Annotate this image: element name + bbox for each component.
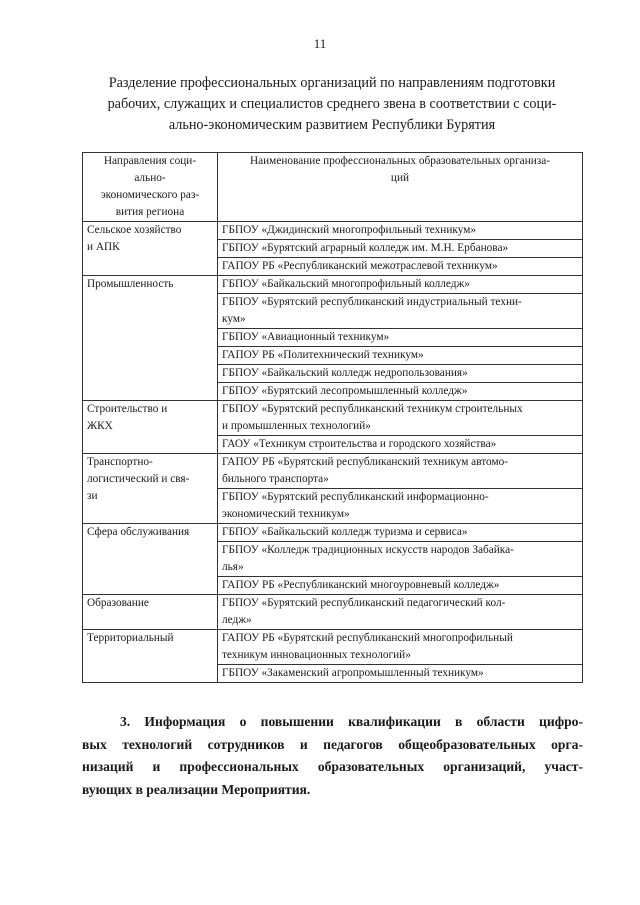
organization-cell xyxy=(218,258,583,276)
table-row xyxy=(83,276,583,294)
organization-cell xyxy=(218,436,583,454)
organization-cell xyxy=(218,577,583,595)
header-line: экономического раз- xyxy=(100,189,200,201)
organization-line: ГАПОУ РБ «Политехнический техникум» xyxy=(222,349,424,361)
organization-line: ГБПОУ «Бурятский республиканский педагогический кол- xyxy=(222,597,506,609)
direction-cell xyxy=(83,222,218,276)
organizations-table xyxy=(82,152,583,683)
table-row xyxy=(83,524,583,542)
direction-cell xyxy=(83,454,218,524)
organization-line: и промышленных технологий» xyxy=(222,420,371,432)
organization-line: ГБПОУ «Колледж традиционных искусств народов Забайка- xyxy=(222,544,514,556)
title-line: ально-экономическим развитием Республики Бурятия xyxy=(168,117,496,133)
organization-line: ГБПОУ «Байкальский колледж недропользования» xyxy=(222,367,468,379)
header-line: ций xyxy=(390,172,410,184)
section-line: вующих в реализации Мероприятия. xyxy=(82,781,311,797)
direction-line: Образование xyxy=(87,597,149,609)
table-title xyxy=(80,73,584,136)
direction-cell xyxy=(83,276,218,401)
table-header-row xyxy=(83,153,583,222)
organization-line: кум» xyxy=(222,313,246,325)
organization-cell xyxy=(218,524,583,542)
organization-line: ГБПОУ «Бурятский республиканский индустриальный техни- xyxy=(222,296,522,308)
organization-cell xyxy=(218,401,583,436)
direction-line: Строительство и xyxy=(87,403,168,415)
section-line: низаций и профессиональных образовательных организаций, участ- xyxy=(82,759,583,774)
section-heading xyxy=(82,711,583,801)
table-row xyxy=(83,401,583,436)
organization-cell xyxy=(218,665,583,683)
organization-line: ГАОУ «Техникум строительства и городского хозяйства» xyxy=(222,438,497,450)
organization-line: бильного транспорта» xyxy=(222,473,329,485)
organization-line: ГБПОУ «Закаменский агропромышленный техникум» xyxy=(222,667,484,679)
organization-line: ледж» xyxy=(222,614,252,626)
header-organization xyxy=(218,153,583,222)
page-number: 11 xyxy=(313,36,327,51)
organization-cell xyxy=(218,240,583,258)
organization-line: ГАПОУ РБ «Республиканский многоуровневый колледж» xyxy=(222,579,500,591)
organization-line: ГБПОУ «Байкальский колледж туризма и сервиса» xyxy=(222,526,468,538)
direction-cell xyxy=(83,595,218,630)
organization-cell xyxy=(218,347,583,365)
direction-cell xyxy=(83,630,218,683)
table-row xyxy=(83,222,583,240)
organization-cell xyxy=(218,489,583,524)
direction-line: логистический и свя- xyxy=(87,473,190,485)
organization-cell xyxy=(218,383,583,401)
organization-line: ГБПОУ «Джидинский многопрофильный техникум» xyxy=(222,224,476,236)
direction-line: Сельское хозяйство xyxy=(87,224,182,236)
organization-line: ГАПОУ РБ «Бурятский республиканский техникум автомо- xyxy=(222,456,509,468)
organization-cell xyxy=(218,365,583,383)
organization-line: ГБПОУ «Бурятский лесопромышленный колледж» xyxy=(222,385,468,397)
organization-line: ГБПОУ «Авиационный техникум» xyxy=(222,331,390,343)
header-line: Направления соци- xyxy=(103,155,197,167)
table-row xyxy=(83,630,583,665)
organization-cell xyxy=(218,222,583,240)
direction-line: Территориальный xyxy=(87,632,174,644)
direction-line: Промышленность xyxy=(87,278,174,290)
organization-line: экономический техникум» xyxy=(222,508,350,520)
direction-line: Сфера обслуживания xyxy=(87,526,190,538)
header-line: Наименование профессиональных образовательных организа- xyxy=(249,155,551,167)
direction-line: Транспортно- xyxy=(87,456,153,468)
organization-line: ГБПОУ «Бурятский аграрный колледж им. М.Н. Ербанова» xyxy=(222,242,509,254)
title-line: Разделение профессиональных организаций по направлениям подготовки xyxy=(108,75,556,91)
organization-cell xyxy=(218,595,583,630)
organization-line: ГБПОУ «Байкальский многопрофильный колледж» xyxy=(222,278,470,290)
organization-line: ГАПОУ РБ «Республиканский межотраслевой техникум» xyxy=(222,260,498,272)
header-direction xyxy=(83,153,218,222)
direction-cell xyxy=(83,524,218,595)
organization-line: ГБПОУ «Бурятский республиканский информационно- xyxy=(222,491,489,503)
direction-line: зи xyxy=(87,490,98,502)
table-row xyxy=(83,595,583,630)
title-line: рабочих, служащих и специалистов среднего звена в соответствии с соци- xyxy=(107,96,557,112)
organization-line: лья» xyxy=(222,561,244,573)
organization-cell xyxy=(218,630,583,665)
direction-line: ЖКХ xyxy=(87,420,113,432)
organization-cell xyxy=(218,276,583,294)
organization-cell xyxy=(218,294,583,329)
header-line: ально- xyxy=(134,172,166,184)
section-line: 3. Информация о повышении квалификации в области цифро- xyxy=(120,714,583,729)
organization-cell xyxy=(218,329,583,347)
direction-cell xyxy=(83,401,218,454)
section-line: вых технологий сотрудников и педагогов общеобразовательных орга- xyxy=(82,736,583,752)
organization-cell xyxy=(218,542,583,577)
direction-line: и АПК xyxy=(87,241,120,253)
organization-line: техникум инновационных технологий» xyxy=(222,649,411,661)
organization-line: ГАПОУ РБ «Бурятский республиканский многопрофильный xyxy=(222,632,513,644)
header-line: вития региона xyxy=(115,206,185,218)
organization-line: ГБПОУ «Бурятский республиканский техникум строительных xyxy=(222,403,523,415)
organization-cell xyxy=(218,454,583,489)
table-row xyxy=(83,454,583,489)
